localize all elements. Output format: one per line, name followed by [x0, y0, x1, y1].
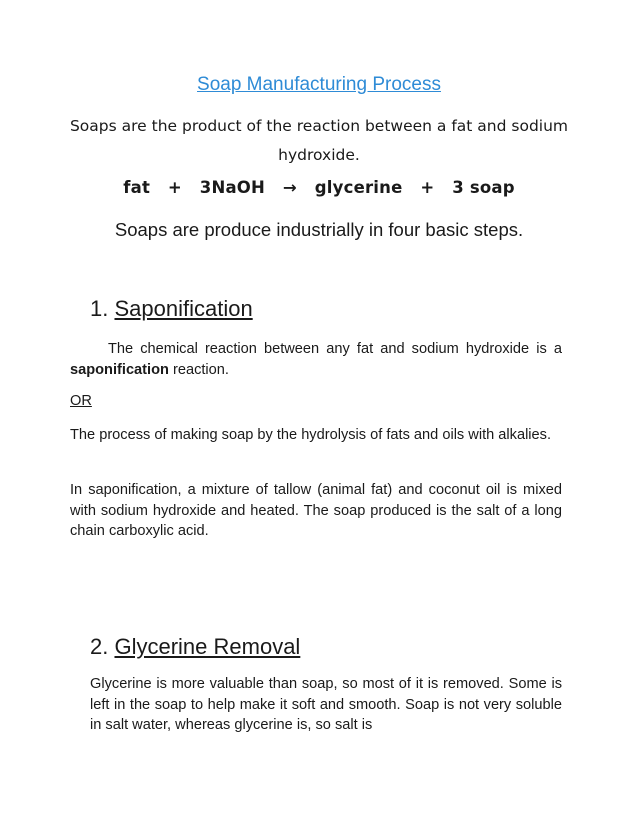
- steps-intro-text: Soaps are produce industrially in four basic steps.: [114, 219, 524, 240]
- saponification-alt-definition: The process of making soap by the hydrolysis of fats and oils with alkalies.: [70, 427, 552, 443]
- section-title: Saponification: [114, 296, 253, 321]
- intro-text: Soaps are the product of the reaction between a fat and sodium hydroxide.: [69, 117, 569, 164]
- equation-plus: +: [167, 178, 182, 197]
- definition-text: The chemical reaction between any fat and sodium hydroxide is a: [108, 341, 562, 357]
- glycerine-removal-text: Glycerine is more valuable than soap, so most of it is removed. Some is left in the soap to help make it soft and smooth. Soap is not very soluble in salt water, whereas glycerine is, so salt is: [90, 676, 562, 733]
- equation-reactant-naoh: 3NaOH: [199, 178, 266, 197]
- section-title: Glycerine Removal: [114, 634, 301, 659]
- document-title[interactable]: Soap Manufacturing Process: [197, 74, 441, 95]
- section-heading-saponification: [90, 296, 253, 322]
- equation-product-glycerine: glycerine: [314, 178, 403, 197]
- or-label: OR: [70, 393, 92, 409]
- section-number: 2.: [90, 634, 109, 659]
- definition-term: saponification: [70, 361, 169, 378]
- equation-product-soap: 3 soap: [452, 178, 515, 197]
- reaction-equation: [0, 178, 638, 197]
- definition-text-end: reaction.: [168, 361, 229, 378]
- section-heading-glycerine-removal: [90, 634, 300, 660]
- saponification-definition: [70, 339, 562, 380]
- equation-plus: +: [420, 178, 435, 197]
- saponification-description: In saponification, a mixture of tallow (animal fat) and coconut oil is mixed with sodium hydroxide and heated. The soap produced is the salt of a long chain carboxylic acid.: [70, 482, 562, 539]
- section-number: 1.: [90, 296, 109, 321]
- equation-reactant-fat: fat: [123, 178, 151, 197]
- arrow-icon: →: [282, 178, 297, 197]
